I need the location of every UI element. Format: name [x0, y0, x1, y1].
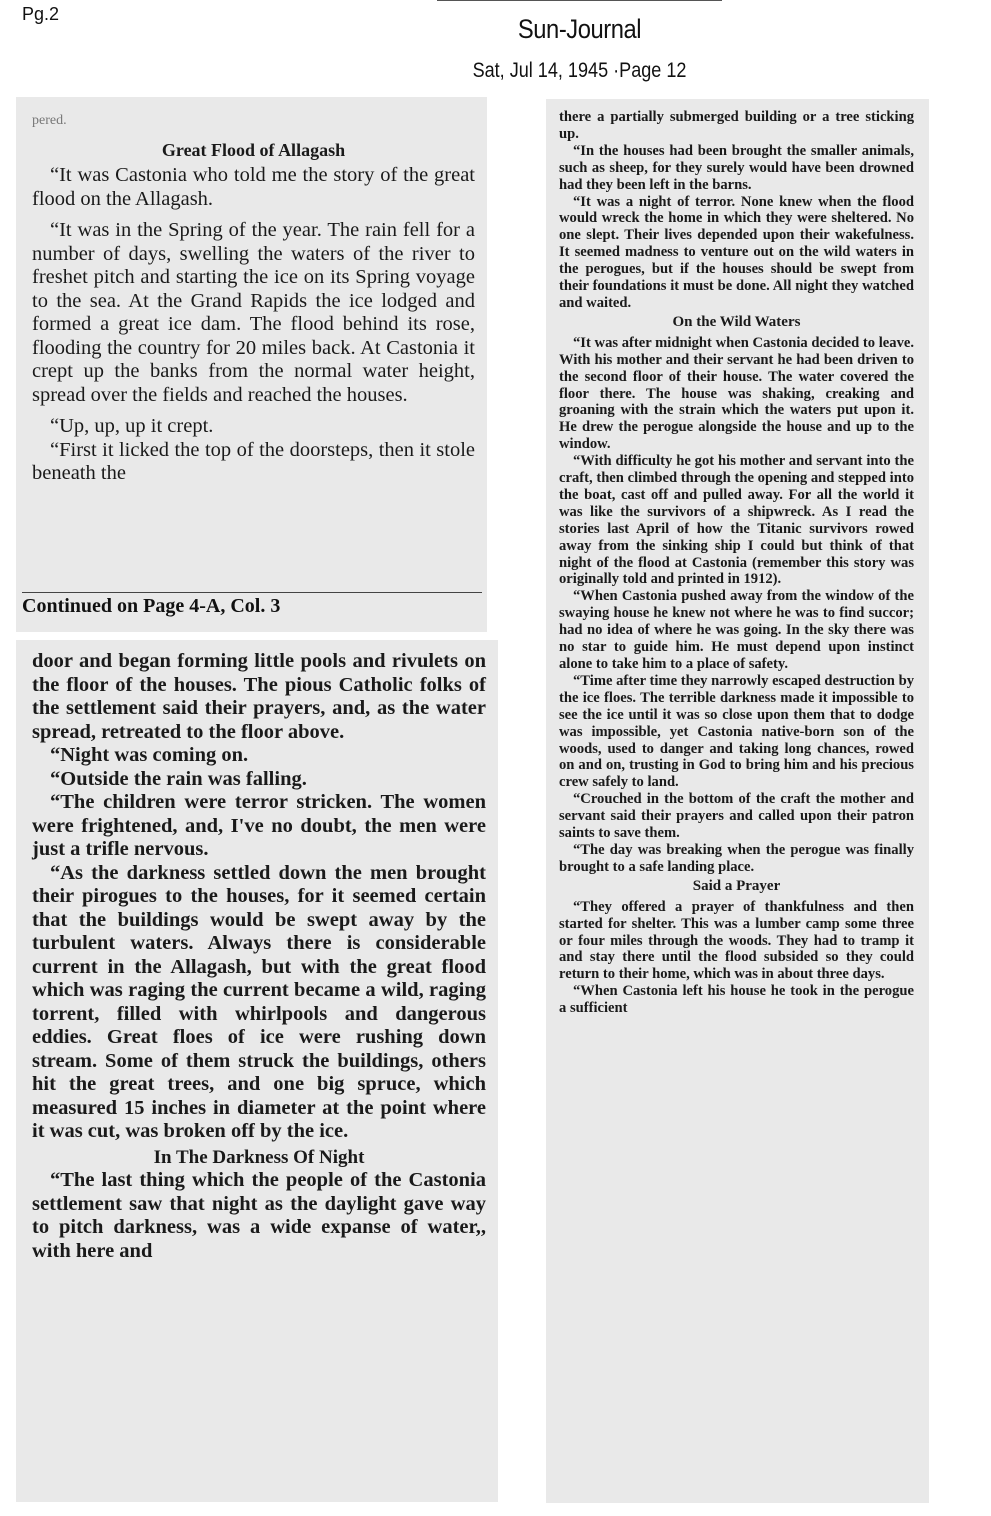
masthead	[437, 14, 722, 83]
paragraph: “It was after midnight when Castonia decided to leave. With his mother and their servant he had been driven to the second floor of their house. The water covered the floor there. The house was shaking, creaking and groaning with the strain which the waters put upon it. He drew the perogue alongside the house and up to the window.	[559, 334, 914, 453]
clipping-2	[16, 640, 498, 1502]
paragraph: “Crouched in the bottom of the craft the mother and servant said their prayers and called upon their patron saints to save them.	[559, 791, 914, 842]
article-heading: Great Flood of Allagash	[161, 139, 346, 160]
section-heading: In The Darkness Of Night	[153, 1146, 365, 1168]
newspaper-name: Sun-Journal	[517, 14, 642, 44]
paragraph: “The last thing which the people of the Castonia settlement saw that night as the daylight gave way to pitch darkness, was a wide expanse of water,, with here and	[32, 1169, 486, 1262]
paragraph: “The children were terror stricken. The women were frightened, and, I've no doubt, the men were just a trifle nervous.	[32, 791, 486, 860]
paragraph: “Night was coming on.	[50, 744, 249, 766]
paragraph: “Time after time they narrowly escaped destruction by the ice floes. The terrible darkness made it impossible to see the ice until it was so close upon them that to dodge was impossible, yet Castonia native-born son of the woods, used to danger and taking long chances, rowed on and on, trusting in God to bring him and his precious crew safely to land.	[559, 672, 914, 791]
clipping-1	[16, 97, 487, 632]
issue-date: Sat, Jul 14, 1945 ·Page 12	[472, 59, 687, 82]
page-label: Pg.2	[22, 4, 60, 24]
paragraph: “It was a night of terror. None knew when the flood would wreck the home in which they were sheltered. No one slept. Their lives depended upon their wakefulness. It seemed madness to venture out on the wild waters in the perogues, but if the houses should be swept from their foundations it must be done. All night they watched and waited.	[559, 193, 914, 311]
paragraph: “In the houses had been brought the smaller animals, such as sheep, for they surely would have been drowned had they been left in the barns.	[559, 142, 914, 193]
clipping-3	[546, 99, 929, 1503]
continued-line: Continued on Page 4-A, Col. 3	[22, 592, 482, 618]
paragraph: door and began forming little pools and rivulets on the floor of the houses. The pious Catholic folks of the settlement said their prayers, and, as the water spread, retreated to the floor above.	[32, 650, 486, 743]
paragraph: “It was Castonia who told me the story of the great flood on the Allagash.	[32, 164, 475, 210]
paragraph: “The day was breaking when the perogue was finally brought to a safe landing place.	[559, 841, 914, 875]
section-heading: On the Wild Waters	[672, 313, 801, 330]
paragraph: “When Castonia pushed away from the window of the swaying house he knew not where he was to find succor; had no idea of where he was going. In the sky there was no star to guide him. He must depend upon instinct alone to take him to a place of safety.	[559, 588, 914, 672]
paragraph: “They offered a prayer of thankfulness and then started for shelter. This was a lumber camp some three or four miles through the woods. They had to tramp it and stay there until the flood subsided so they could return to their home, which was in about three days.	[559, 898, 914, 983]
paragraph: “When Castonia left his house he took in the perogue a sufficient	[559, 983, 914, 1017]
paragraph: “As the darkness settled down the men brought their pirogues to the houses, for it seemed certain that the buildings would be swept away by the turbulent waters. Always there is considerable current in the Allagash, but with the great flood which was raging the current became a wild, raging torrent, filled with whirlpools and dangerous eddies. Great floes of ice were rushing down stream. Some of them struck the buildings, others hit the great trees, and one big spruce, which measured 15 inches in diameter at the point where it was cut, was broken off by the ice.	[32, 861, 486, 1142]
top-rule	[437, 0, 722, 1]
cut-off-text: pered.	[32, 113, 67, 128]
paragraph: “Up, up, up it crept.	[50, 415, 214, 437]
paragraph: there a partially submerged building or a tree sticking up.	[559, 109, 914, 142]
section-heading: Said a Prayer	[692, 877, 781, 894]
clipping-2-body	[16, 640, 498, 1263]
paragraph: “Outside the rain was falling.	[50, 767, 307, 790]
clipping-1-body	[16, 97, 487, 486]
paragraph: “It was in the Spring of the year. The rain fell for a number of days, swelling the waters of the river to freshet pitch and starting the ice on its Spring voyage to the sea. At the Grand Rapids the ice lodged and formed a great ice dam. The flood behind its rose, flooding the country for 20 miles back. At Castonia it crept up the banks from the normal water height, spread over the fields and reached the houses.	[32, 219, 475, 406]
paragraph: “First it licked the top of the doorsteps, then it stole beneath the	[32, 438, 475, 484]
paragraph: “With difficulty he got his mother and servant into the craft, then climbed through the opening and stepped into the boat, cast off and pulled away. For all the world it was like the survivors of a shipwreck. As I read the stories last April of how the Titanic survivors rowed away from the sinking ship I could but think of that night of the flood at Castonia (remember this story was originally told and printed in 1912).	[559, 453, 914, 588]
clipping-3-body	[546, 99, 929, 1017]
